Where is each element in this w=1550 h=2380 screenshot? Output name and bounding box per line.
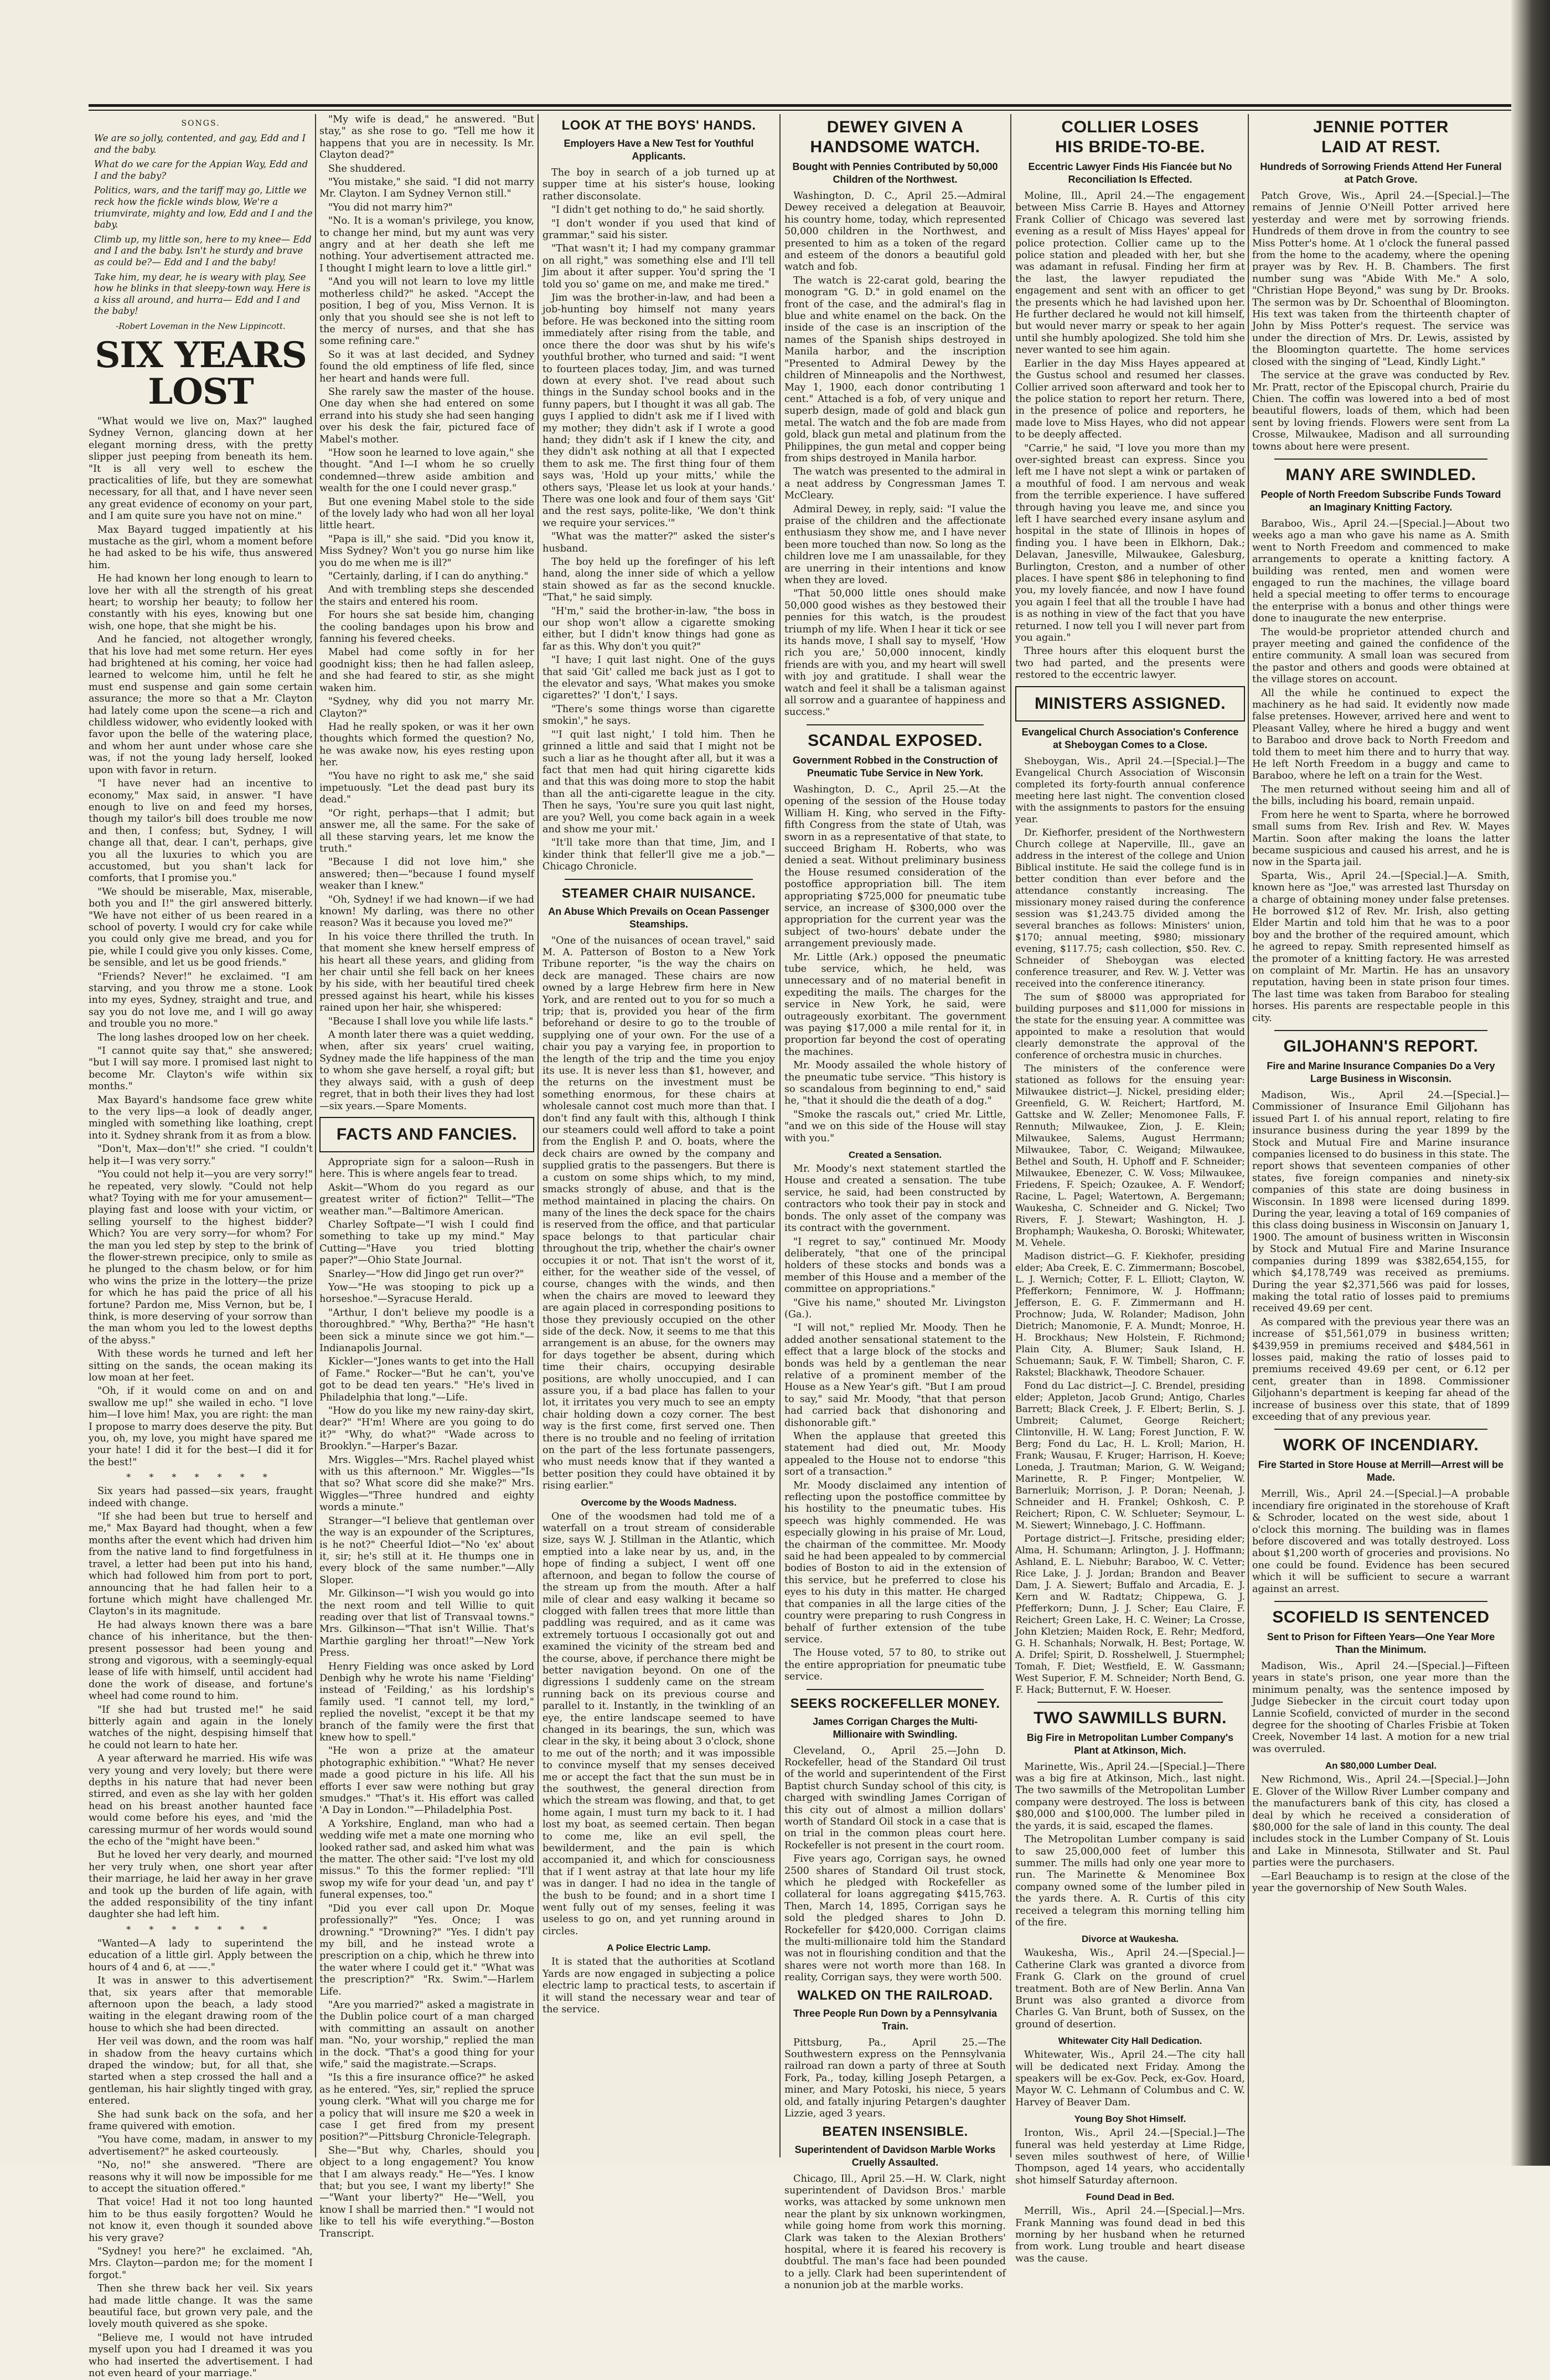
headline-collier-1: COLLIER LOSES — [1061, 118, 1199, 136]
header-rule-thin — [89, 110, 1511, 111]
paragraph: Snarley—"How did Jingo get run over?" — [328, 1268, 524, 1280]
paragraph: Take him, my dear, he is weary with play, See how he blinks in that sleepy-town way. Here is a kiss all around, and hurra— Edd and I and the baby! — [94, 271, 311, 317]
paragraph: "What would we live on, Max?" laughed Sydney Vernon, glancing down at her elegant morning dress, with the pretty slipper just peeping from beneath its hem. "It is all very well to eschew the practicalities of life, but they are somewhat necessary, for all that, and I have never seen any great evidence of economy on your part, and I am quite sure you have not on mine." — [89, 415, 313, 522]
paragraph: Washington, D. C., April 25.—Admiral Dewey received a delegation at Beauvoir, his country home, today, which represented 50,000 children in the Northwest, and presented to him as a token of the regard and esteem of the donors a beautiful gold watch and fob. — [784, 190, 1006, 273]
article-body — [542, 1511, 775, 1938]
paragraph: Baraboo, Wis., April 24.—[Special.]—About two weeks ago a man who gave his name as A. Smith went to North Freedom and commenced to make arrangements to operate a knitting factory. A building was rented, men and women were engaged to run the machines, the village board held a special meeting to offer terms to encourage the enterprise with a bonus and other things were done to inaugurate the new enterprise. — [1252, 518, 1510, 625]
paragraph: "I regret to say," continued Mr. Moody deliberately, "that one of the principal holders of these stocks and bonds was a member of this House and a member of the committee on appropriations." — [784, 1236, 1006, 1295]
paragraph: The long lashes drooped low on her cheek. — [97, 1032, 309, 1043]
paragraph: Then she threw back her veil. Six years had made little change. It was the same beautiful face, but grown very pale, and the lovely mouth quivered as she spoke. — [89, 2283, 313, 2330]
headline-dewey-1: DEWEY GIVEN A — [826, 118, 964, 136]
column-divider — [315, 114, 316, 2157]
story-body — [89, 1486, 313, 1921]
paragraph: "No. It is a woman's privilege, you know, to change her mind, but my aunt was very angry and at her death she left me nothing. Your advertisement attracted me. I thought I might learn to love a little girl." — [319, 215, 534, 274]
article-divider — [1274, 459, 1487, 460]
paragraph: "I didn't get nothing to do," he said shortly. — [551, 204, 765, 216]
column-divider — [538, 114, 539, 2157]
story-continuation — [319, 114, 534, 1112]
headline-rockefeller: SEEKS ROCKEFELLER MONEY. — [790, 1696, 1000, 1711]
paragraph: Appropriate sign for a saloon—Rush in here. This is where angels fear to tread. — [319, 1156, 534, 1180]
paragraph: "We should be miserable, Max, miserable, both you and I!" the girl answered bitterly. "We have not either of us been reared in a school of poverty. I would cry for cake while you could only give me bread, and you for pie, while I could give you only kisses. Come, be sensible, and let us be good friends." — [89, 886, 313, 969]
story-headline-six-years-lost: SIX YEARS LOST — [95, 334, 307, 413]
paragraph: Max Bayard's handsome face grew white to the very lips—a look of deadly anger, mingled with something like loathing, crept into it. Sydney shrank from it as from a blow. — [89, 1094, 313, 1141]
paragraph: Sparta, Wis., April 24.—[Special.]—A. Smith, known here as "Joe," was arrested last Thursday on a charge of obtaining money under false pretenses. He borrowed $12 of Rev. Mr. Irish, also getting Elder Martin and told him that he was to a poor boy and the brother of the required amount, which he agreed to repay. Smith represented himself as the promoter of a knitting factory. He was arrested on complaint of Mr. Martin. He has an unsavory reputation, having been in state prison four times. The last time was taken from Baraboo for stealing horses. His parents are respectable people in this city. — [1252, 870, 1510, 1024]
paragraph: From here he went to Sparta, where he borrowed small sums from Rev. Irish and Rev. W. Mayes Martin. Soon after making the loans the latter became suspicious and caused his arrest, and he is now in the Sparta jail. — [1252, 809, 1510, 868]
paragraph: "Arthur, I don't believe my poodle is a thoroughbred." "Why, Bertha?" "He hasn't been sick a minute since we got him."—Indianapolis Journal. — [319, 1307, 534, 1354]
headline-divorce: Divorce at Waukesha. — [1081, 1934, 1179, 1945]
subhead-dewey: Bought with Pennies Contributed by 50,000 Children of the Northwest. — [792, 161, 998, 185]
paragraph: "I don't wonder if you used that kind of grammar," said his sister. — [542, 218, 775, 241]
paragraph: So it was at last decided, and Sydney found the old emptiness of life fled, since her heart and hands were full. — [319, 349, 534, 384]
paragraph: "I have never had an incentive to economy," Max said, in answer. "I have enough to live on and feed my horses, though my tailor's bill does trouble me now and then, I confess; but, Sydney, I will change all that, dear. I can't, perhaps, give you all the luxuries to which you are accustomed, but you shan't lack for comforts, that I promise you." — [89, 778, 313, 884]
headline-sawmills: TWO SAWMILLS BURN. — [1034, 1708, 1227, 1727]
paragraph: She had sunk back on the sofa, and her frame quivered with emotion. — [89, 2109, 313, 2132]
article-body — [1252, 1090, 1510, 1423]
paragraph: Dr. Kiefhorfer, president of the Northwestern Church college at Naperville, Ill., gave an address in the interest of the college and Union Biblical institute. He said the college fund is in better condition than ever before and the attendance constantly increasing. The missionary money raised during the conference session was $1,243.75 divided among the several branches as follows: Ministers' union, $170; annual meeting, $980; missionary evening, $117.75; cash collection, $50. Rev. C. Schneider of Sheboygan was elected conference treasurer, and Rev. W. J. Vetter was received into the conference itinerancy. — [1015, 827, 1245, 990]
article-body — [1015, 756, 1245, 1696]
paragraph: Kickler—"Jones wants to get into the Hall of Fame." Rocker—"But he can't, you've got to be dead ten years." "He's lived in Philadelphia that long."—Life. — [319, 1356, 534, 1403]
paragraph: "Give his name," shouted Mr. Livingston (Ga.). — [784, 1297, 1006, 1320]
paragraph: "He won a prize at the amateur photographic exhibition." "What? He never made a good picture in his life. All his efforts I ever saw were nothing but gray smudges." "That's it. His effort was called 'A Day in London.'"—Philadelphia Post. — [319, 1745, 534, 1816]
paragraph: Washington, D. C., April 25.—At the opening of the session of the House today William H. King, who served in the Fifty-fifth Congress from the state of Utah, was sworn in as a representative of that state, to succeed Brigham H. Roberts, who was denied a seat. Without preliminary business the House resumed consideration of the postoffice appropriation bill. The item appropriating $725,000 for pneumatic tube service, an increase of $300,000 over the appropriation for the current year was the subject of two-hours' debate under the arrangement previously made. — [784, 784, 1006, 950]
paragraph: "Is this a fire insurance office?" he asked as he entered. "Yes, sir," replied the spruce young clerk. "What will you charge me for a policy that will insure me $20 a week in case I get fired from my present position?"—Pittsburg Chronicle-Telegraph. — [319, 2072, 534, 2143]
paragraph: Portage district—J. Fritsche, presiding elder; Alma, H. Schumann; Arlington, J. J. Hoffmann; Ashland, E. L. Niebuhr; Baraboo, W. C. Vetter; Rice Lake, J. J. Jordan; Brandon and Beaver Dam, J. A. Siewert; Buffalo and Arcadia, E. J. Kern and W. Radtatz; Chippewa, G. J. Pfefferkorn; Dunn, J. J. Scher; Eau Claire, F. Reichert; Green Lake, H. C. Weiner; La Crosse, John Kletzien; Maiden Rock, E. Rehr; Medford, G. H. Schanhals; Norwalk, H. Best; Portage, W. A. Drifel; Spirit, D. Rosshelwell, J. Stuermphel; Tomah, F. Diet; Westfield, E. W. Gassmann; West Superior, F. M. Schneider; North Bend, G. F. Hack; Butternut, F. W. Hoeser. — [1015, 1533, 1245, 1696]
paragraph: We are so jolly, contented, and gay, Edd and I and the baby. — [94, 133, 306, 155]
paragraph: Moline, Ill., April 24.—The engagement between Miss Carrie B. Hayes and Attorney Frank Collier of Chicago was severed last evening as a result of Miss Hayes' appeal for police protection. Collier came up to the police station and pleaded with her, but she was adamant in refusal. Finding her firm at the last, the lawyer repudiated the engagement and sent with an officer to get the presents which he had lavished upon her. He further declared he would not kill himself, but would never marry or speak to her again until she humbly apologized. She told him she never wanted to see him again. — [1015, 190, 1245, 356]
story-body — [89, 1938, 313, 2380]
paragraph: Mr. Gilkinson—"I wish you would go into the next room and tell Willie to quit reading over that list of Transvaal towns." Mrs. Gilkinson—"That isn't Willie. That's Marthie gargling her throat!"—New York Press. — [319, 1588, 534, 1659]
article-divider — [1037, 1702, 1223, 1703]
paragraph: Five years ago, Corrigan says, he owned 2500 shares of Standard Oil trust stock, which he pledged with Rockefeller as collateral for loans aggregating $415,763. Then, March 14, 1895, Corrigan says he sold the pledged shares to John D. Rockefeller for $420,000. Corrigan claims the multi-millionaire told him the Standard was not in flourishing condition and that the shares were not worth more than 168. In reality, Corrigan says, they were worth 500. — [784, 1853, 1006, 1984]
facts-and-fancies-box — [319, 1117, 534, 1152]
headline-boy-shot: Young Boy Shot Himself. — [1074, 2114, 1186, 2125]
paragraph: New Richmond, Wis., April 24.—[Special.]—John E. Glover of the Willow River Lumber company and the manufacturers bank of this city, has closed a deal by which he received a consideration of $80,000 for the sale of land in this county. The deal includes stock in the Lumber Company of St. Louis and Lake in Minnesota, Stillwater and St. Paul parties were the purchasers. — [1252, 1774, 1510, 1869]
subhead-scofield: Sent to Prison for Fifteen Years—One Year More Than the Minimum. — [1267, 1631, 1495, 1656]
column-5 — [1015, 114, 1245, 2264]
paragraph: "There's some things worse than cigarette smokin'," he says. — [542, 703, 775, 727]
headline-scandal: SCANDAL EXPOSED. — [808, 731, 983, 750]
paragraph: Admiral Dewey, in reply, said: "I value the praise of the children and the affectionate enthusiasm they show me, and I have never been more touched than now. So long as the children love me I am unassailable, for they are unerring in their intentions and know when they are loved. — [784, 503, 1006, 586]
article-divider — [1274, 1429, 1487, 1430]
paragraph: Whitewater, Wis., April 24.—The city hall will be dedicated next Friday. Among the speakers will be ex-Gov. Peck, ex-Gov. Hoard, Mayor W. C. Lehmann of Columbus and C. W. Harvey of Beaver Dam. — [1015, 2049, 1245, 2108]
paragraph: She shuddered. — [328, 163, 406, 174]
article-divider — [807, 1689, 984, 1690]
paragraph: Mr. Moody assailed the whole history of the pneumatic tube service. "This history is so scandalous from beginning to end," said he, "that it should die the death of a dog." — [784, 1060, 1006, 1107]
headline-incendiary: WORK OF INCENDIARY. — [1283, 1436, 1479, 1455]
headline-boys-hands: LOOK AT THE BOYS' HANDS. — [561, 118, 756, 133]
paragraph: But he loved her very dearly, and mourned her very truly when, one short year after their marriage, he laid her away in her grave and took up the burden of life again, with the added responsibility of the tiny infant daughter she had left him. — [89, 1850, 313, 1920]
article-body — [542, 935, 775, 1492]
headline-woods-madness: Overcome by the Woods Madness. — [581, 1497, 737, 1508]
paragraph: And he fancied, not altogether wrongly, that his love had met some return. Her eyes had brightened at his coming, her voice had learned to welcome him, until he felt he must end suspense and gain some certain assurance; the more so that a Mr. Clayton had lately come upon the scene—a rich and childless widower, who evidently looked with favor upon the belle of the watering place, and whom her aunt under whose care she was, if not the young lady herself, looked upon with favor in return. — [89, 634, 313, 776]
poem-credit: -Robert Loveman in the New Lippincott. — [116, 321, 286, 331]
column-6 — [1252, 114, 1510, 2157]
paragraph: The service at the grave was conducted by Rev. Mr. Pratt, rector of the Episcopal church, Prairie du Chien. The coffin was lowered into a bed of most beautiful flowers, loads of them, which had been sent by loving friends. Flowers were sent from La Crosse, Milwaukee, Madison and all surrounding towns about here were present. — [1252, 370, 1510, 452]
paragraph: The House voted, 57 to 80, to strike out the entire appropriation for pneumatic tube service. — [784, 1647, 1006, 1683]
article-divider — [807, 724, 984, 725]
headline-railroad: WALKED ON THE RAILROAD. — [797, 1987, 993, 2003]
article-body — [1252, 1661, 1510, 1755]
column-4 — [784, 114, 1006, 2291]
paragraph: "Did you ever call upon Dr. Moque professionally?" "Yes. Once; I was drowning." "Drowning?" "Yes. I didn't pay my bill, and he instead wrote a prescription on a chip, which he threw into the water where I could get it." "What was the prescription?" "Rx. Swim."—Harlem Life. — [319, 1903, 534, 1997]
article-body — [1015, 1761, 1245, 1929]
paragraph: "You have no right to ask me," she said impetuously. "Let the dead past bury its dead." — [319, 770, 534, 806]
paragraph: All the while he continued to expect the machinery as he had said. It evidently now made false pretenses. However, arrived here and went to Pleasant Valley, where he hired a buggy and went to Baraboo and drove back to North Freedom and told them to meet him there and to hurry that way. He left North Freedom in a buggy and came to Baraboo, where he left on a train for the West. — [1252, 687, 1510, 782]
paragraph: A Yorkshire, England, man who had a wedding wife met a mate one morning who looked rather sad, and asked him what was the matter. The other said: "I've lost my old missus." To this the former replied: "I'll swop my wife for your dead 'un, and pay t' funeral expenses, too." — [319, 1818, 534, 1901]
paragraph: Politics, wars, and the tariff may go, Little we reck how the fickle winds blow, We're a triumvirate, mighty and low, Edd and I and the baby. — [94, 185, 313, 230]
headline-collier-2: HIS BRIDE-TO-BE. — [1055, 138, 1205, 156]
headline-potter-2: LAID AT REST. — [1321, 138, 1440, 156]
column-divider — [1010, 114, 1011, 2157]
paragraph: That voice! Had it not too long haunted him to be thus easily forgotten? Would he not know it, even though it sounded above his very grave? — [89, 2197, 313, 2244]
paragraph: The boy held up the forefinger of his left hand, along the inner side of which a yellow stain showed as far as the second knuckle. "That," he said simply. — [542, 557, 775, 604]
paragraph: What do we care for the Appian Way, Edd and I and the baby? — [94, 159, 308, 181]
paragraph: Mabel had come softly in for her goodnight kiss; then he had fallen asleep, and she had feared to stir, as she might waken him. — [319, 647, 534, 694]
paragraph: The boy in search of a job turned up at supper time at his sister's house, looking rather disconsolate. — [542, 167, 775, 202]
article-body — [1015, 2206, 1245, 2265]
paragraph: It is stated that the authorities at Scotland Yards are now engaged in subjecting a police electric lamp to practical tests, to ascertain if it will stand the necessary wear and tear of the service. — [542, 1956, 775, 2015]
paragraph: "Wanted—A lady to superintend the education of a little girl. Apply between the hours of 4 and 6, at ——." — [89, 1938, 313, 1973]
paragraph: Madison, Wis., April 24.—[Special.]—Fifteen years in state's prison, one year more than the minimum penalty, was the sentence imposed by Judge Siebecker in the circuit court today upon Lannie Scofield, convicted of murder in the second degree for the shooting of Charles Frisbie at Token Creek, November 14 last. A motion for a new trial was overruled. — [1252, 1661, 1510, 1755]
headline-giljohann: GILJOHANN'S REPORT. — [1283, 1037, 1479, 1055]
paragraph: Madison, Wis., April 24.—[Special.]—Commissioner of Insurance Emil Giljohann has issued Part I. of his annual report, relating to fire insurance business during the year 1899 by the Stock and Mutual Fire and Marine insurance companies licensed to do business in this state. The report shows that seventeen companies of other states, five foreign companies and ninety-six companies of this state are doing business in Wisconsin. In 1898 were licensed during 1899. During the year, leaving a total of 169 companies of this class doing business in Wisconsin on January 1, 1900. The amount of business written in Wisconsin by Stock and Mutual Fire and Marine Insurance companies during 1899 was $382,654,155, for which $4,178,749 was received as premiums. During the year $2,371,566 was paid for losses, making the total ratio of losses paid to premiums received 49.69 per cent. — [1252, 1090, 1510, 1315]
ministers-box — [1015, 686, 1245, 722]
paragraph: The ministers of the conference were stationed as follows for the ensuing year: Milwaukee district—J. Nickel, presiding elder; Greenfield, G. W. Reichert; Hartford, M. Gattske and W. Zeller; Menomonee Falls, F. Rennuth; Milwaukee, Zion, J. E. Klein; Milwaukee, Salems, August Herrmann; Milwaukee, Tabor, C. Weigand; Milwaukee, Bethel and South, H. Uphoff and F. Schneider; Milwaukee, Ebenezer, C. W. Voss; Milwaukee, Friedens, F. Speich; Ozaukee, A. F. Wendorf; Racine, L. Pagel; Watertown, A. Bergemann; Waukesha, C. Schneider and G. Nickel; Two Rivers, F. J. Stewart; Washington, H. J. Brophamph; Waukesha, O. Boroski; Whitewater, M. Vehele. — [1015, 1063, 1245, 1249]
article-body — [784, 2173, 1006, 2292]
songs-heading: SONGS. — [181, 119, 220, 128]
paragraph: "I will not," replied Mr. Moody. Then he added another sensational statement to the effect that a large block of the stocks and bonds was held by a gentleman the near relative of a prominent member of the House as a New Year's gift. "But I am proud to say," said Mr. Moody, "that that person had carried back that dishonoring and dishonorable gift." — [784, 1322, 1006, 1429]
paragraph: —Earl Beauchamp is to resign at the close of the year the governorship of New South Wales. — [1252, 1871, 1510, 1894]
headline-found-dead: Found Dead in Bed. — [1086, 2192, 1175, 2203]
paragraph: "Because I did not love him," she answered; then—"because I found myself weaker than I knew." — [319, 857, 534, 892]
subhead-boys-hands: Employers Have a New Test for Youthful Applicants. — [564, 138, 754, 162]
article-body — [1015, 2049, 1245, 2109]
paragraph: "My wife is dead," he answered. "But stay," as she rose to go. "Tell me how it happens that you are in necessity. Is Mr. Clayton dead?" — [319, 114, 534, 161]
paragraph: A month later there was a quiet wedding, when, after six years' cruel waiting, Sydney made the life happiness of the man to whom she gave herself, a royal gift; but they always said, with a gush of deep regret, that in both their lives they had lost—six years.—Spare Moments. — [319, 1029, 534, 1112]
paragraph: Stranger—"I believe that gentleman over the way is an expounder of the Scriptures, is he not?" Cheerful Idiot—"No 'ex' about it, sir; he's still at it. He thumps one in every block of the same number."—Ally Sloper. — [319, 1515, 534, 1586]
paragraph: "I cannot quite say that," she answered; "but I will say more. I promised last night to become Mr. Clayton's wife within six months." — [89, 1045, 313, 1093]
subhead-beaten: Superintendent of Davidson Marble Works Cruelly Assaulted. — [794, 2144, 996, 2168]
paragraph: "How do you like my new rainy-day skirt, dear?" "H'm! Where are you going to do it?" "Why, do what?" "Wade across to Brooklyn."—Harper's Bazar. — [319, 1405, 534, 1452]
article-body — [784, 2037, 1006, 2120]
paragraph: She rarely saw the master of the house. One day when she had entered on some errand into his study she had seen hanging over his desk the fair, pictured face of Mabel's mother. — [319, 386, 534, 445]
article-body — [784, 1163, 1006, 1683]
paragraph: Mr. Little (Ark.) opposed the pneumatic tube service, which, he held, was unnecessary and of no material benefit in expediting the mails. The charges for the service in New York, he said, were outrageously exorbitant. The government was paying $17,000 a mile rental for it, in proportion far beyond the cost of operating the machines. — [784, 951, 1006, 1058]
column-2 — [319, 114, 534, 2239]
paragraph: "Sydney, why did you not marry Mr. Clayton?" — [319, 696, 534, 719]
paragraph: "That 50,000 little ones should make 50,000 good wishes as they bestowed their pennies for this watch, is the proudest triumph of my life. When I hear it tick or see its hands move, I shall say to myself, 'How rich you are,' 50,000 innocent, kindly friends are with you, and my heart will swell with joy and gratitude. I shall wear the watch and feel it shall be a talisman against all sorrow and a guarantee of happiness and success." — [784, 588, 1006, 718]
paragraph: Cleveland, O., April 25.—John D. Rockefeller, head of the Standard Oil trust of the world and superintendent of the First Baptist church Sunday school of this city, is charged with swindling James Corrigan of this city out of almost a million dollars' worth of Standard Oil stock in a case that is on trial in the common pleas court here. Rockefeller is not present in the court room. — [784, 1745, 1006, 1851]
paragraph: Merrill, Wis., April 24.—[Special.]—Mrs. Frank Manning was found dead in bed this morning by her husband when he returned from work. Lung trouble and heart disease was the cause. — [1015, 2206, 1245, 2264]
article-body — [1015, 2127, 1245, 2187]
paragraph: "You could not help it—you are very sorry!" he repeated, very slowly. "Could not help what? Toying with me for your amusement—playing fast and loose with your victim, or selling yourself to the highest bidder? Which? You are very sorry—for whom? For the man you led step by step to the brink of the flower-strewn precipice, only to smile as he plunged to the chasm below, or for him who wins the prize in the lottery—the prize for which he has paid the price of all his fortune? Pardon me, Miss Vernon, but be, I think, is more deserving of your sorrow than the man whom you led to the lowest depths of the abyss." — [89, 1169, 313, 1346]
facts-and-fancies-heading: FACTS AND FANCIES. — [336, 1125, 518, 1143]
article-body — [784, 1745, 1006, 1984]
paragraph: It was in answer to this advertisement that, six years after that memorable afternoon upon the beach, a lady stood waiting in the elegant drawing room of the house to which she had been directed. — [89, 1975, 313, 2034]
paragraph: "Or right, perhaps—that I admit; but answer me, all the same. For the sake of all these starving years, let me know the truth." — [319, 807, 534, 854]
headline-lumber-deal: An $80,000 Lumber Deal. — [1325, 1760, 1437, 1771]
section-stars: * * * * * * * — [126, 1472, 275, 1483]
subhead-giljohann: Fire and Marine Insurance Companies Do a Very Large Business in Wisconsin. — [1267, 1060, 1495, 1084]
paragraph: "Carrie," he said, "I love you more than my over-sighted breast can express. Since you left me I have not slept a wink or partaken of a mouthful of food. I am nervous and weak from the terrible experience. I have suffered through having you leave me, and since you left I have searched every insane asylum and hospital in the state of Illinois in hopes of finding you. I have been in Elkhorn, Dak.; Delavan, Janesville, Milwaukee, Galesburg, Burlington, Creston, and a number of other places. I have spent $86 in telephoning to find you, my lovely fiancée, and now I have found you again I feel that all the trouble I have had is as nothing in view of the fact that you have returned. I now tell you I will never part from you again." — [1015, 442, 1245, 644]
headline-dewey-2: HANDSOME WATCH. — [810, 138, 980, 156]
headline-swindled: MANY ARE SWINDLED. — [1285, 465, 1476, 484]
subhead-collier: Eccentric Lawyer Finds His Fiancée but No Reconciliation Is Effected. — [1028, 161, 1232, 185]
article-body — [1252, 190, 1510, 453]
article-body — [784, 784, 1006, 1145]
paragraph: Mr. Moody disclaimed any intention of reflecting upon the postoffice committee by his hostility to the pneumatic tubes. His speech was highly commended. He was especially glowing in his praise of Mr. Loud, the chairman of the committee. Mr. Moody said he had been appealed to by commercial bodies of Boston to aid in the extension of this service, but he preferred to close his eyes to his duty in this matter. He charged that companies in all the large cities of the country were preparing to rush Congress in behalf of further extension of the tube service. — [784, 1480, 1006, 1645]
column-3 — [542, 114, 775, 2157]
paragraph: A year afterward he married. His wife was very young and very lovely; but there were depths in his nature that had never been stirred, and even as she lay with her golden head on his breast another haunted face would come before his eyes, and 'mid the caressing murmur of her words would sound the echo of the "might have been." — [89, 1753, 313, 1848]
page-binding-edge — [1511, 0, 1550, 2166]
subhead-railroad: Three People Run Down by a Pennsylvania Train. — [793, 2007, 998, 2032]
paragraph: She—"But why, Charles, should you object to a long engagement? You know that I am always ready." He—"Yes. I know that; but you see, I want my liberty!" She—"Want your liberty?" He—"Well, you know I shall be married then." "I would not like to tell his wife everything."—Boston Transcript. — [319, 2145, 534, 2239]
paragraph: "You have come, madam, in answer to my advertisement?" he asked courteously. — [89, 2134, 313, 2157]
column-divider — [779, 114, 781, 2157]
paragraph: "Papa is ill," she said. "Did you know it, Miss Sydney? Won't you go nurse him like you do me when me is ill?" — [319, 533, 534, 569]
subhead-ministers: Evangelical Church Association's Conference at Sheboygan Comes to a Close. — [1021, 726, 1239, 750]
subhead-scandal: Government Robbed in the Construction of Pneumatic Tube Service in New York. — [793, 754, 998, 779]
paragraph: "Friends? Never!" he exclaimed. "I am starving, and you throw me a stone. Look into my eyes, Sydney, straight and true, and say you do not love me, and I will go away and trouble you no more." — [89, 971, 313, 1030]
paragraph: Climb up, my little son, here to my knee— Edd and I and the baby. Isn't he sturdy and brave as could be?— Edd and I and the baby! — [94, 234, 312, 267]
article-body — [784, 190, 1006, 719]
article-body — [542, 1956, 775, 2016]
subhead-incendiary: Fire Started in Store House at Merrill—Arrest will be Made. — [1258, 1459, 1504, 1483]
paragraph: "Are you married?" asked a magistrate in the Dublin police court of a man charged with committing an assault on another man. "No, your worship," replied the man in the dock. "That's a good thing for your wife," said the magistrate.—Scraps. — [319, 1999, 534, 2070]
paragraph: "No, no!" she answered. "There are reasons why it will now be impossible for me to accept the situation offered." — [89, 2160, 313, 2194]
headline-beaten: BEATEN INSENSIBLE. — [822, 2124, 968, 2139]
paragraph: When the applause that greeted this statement had died out, Mr. Moody appealed to the House not to endorse "this sort of a transaction." — [784, 1431, 1006, 1478]
subhead-rockefeller: James Corrigan Charges the Multi-Millionaire with Swindling. — [812, 1716, 978, 1740]
paragraph: In his voice there thrilled the truth. In that moment she knew herself empress of his heart all these years, and gliding from her chair until she fell back on her knees by his side, with her beautiful tired cheek pressed against his heart, while his kisses rained upon her hair, she whispered: — [319, 931, 534, 1014]
paragraph: The men returned without seeing him and all of the bills, including his board, remain unpaid. — [1252, 784, 1510, 807]
paragraph: Patch Grove, Wis., April 24.—[Special.]—The remains of Jennie O'Neill Potter arrived here yesterday and were met by sorrowing friends. Hundreds of them drove in from the country to see Miss Potter's home. At 1 o'clock the funeral passed from the home to the academy, where the opening prayer was by Rev. H. B. Chambers. The first number sung was "Abide With Me." A solo, "Christian Hope Beyond," was sung by Dr. Brooks. The sermon was by Dr. Schoenthal of Bloomington. His text was taken from the thirteenth chapter of John by Miss Potter's request. The service was under the direction of Mrs. Dr. Lewis, assisted by the Bloomington quartette. The home services closed with the singing of "Lead, Kindly Light." — [1252, 190, 1510, 368]
article-body — [1252, 1488, 1510, 1595]
paragraph: Pittsburg, Pa., April 25.—The Southwestern express on the Pennsylvania railroad ran down a party of three at South Fork, Pa., today, killing Joseph Petargen, a miner, and Mary Potoski, his niece, 5 years old, and fatally injuring Petargen's daughter Lizzie, aged 3 years. — [784, 2037, 1006, 2120]
paragraph: With these words he turned and left her sitting on the sands, the ocean making its low moan at her feet. — [89, 1348, 313, 1383]
paragraph: Sheboygan, Wis., April 24.—[Special.]—The Evangelical Church Association of Wisconsin completed its forty-fourth annual conference meeting here last night. The convention closed with the assignments to pastors for the ensuing year. — [1015, 755, 1245, 825]
paragraph: "I have; I quit last night. One of the guys that said 'Git' called me back just as I got to the elevator and says, 'What makes you smoke cigarettes?' 'I don't,' I says. — [542, 655, 775, 702]
paragraph: Mr. Moody's next statement startled the House and created a sensation. The tube service, he said, had been constructed by contractors who took their pay in stock and bonds. The only asset of the company was its contract with the government. — [784, 1163, 1006, 1234]
paragraph: The watch is 22-carat gold, bearing the monogram "G. D." in gold enamel on the front of the case, and the admiral's flag in blue and white enamel on the back. On the inside of the case is an inscription of the names of the Spanish ships destroyed in Manila harbor, and the inscription "Presented to Admiral Dewey by the children of Minneapolis and the Northwest, May 1, 1900, each donor contributing 1 cent." Attached is a fob, of very unique and superb design, made of gold and black gun metal. The watch and the fob are made from gold, black gun metal and platinum from the Philippines, the gun metal and copper being from ships destroyed in Manila harbor. — [784, 275, 1006, 464]
headline-city-hall: Whitewater City Hall Dedication. — [1058, 2036, 1202, 2047]
article-divider — [1274, 1030, 1487, 1031]
section-stars: * * * * * * * — [126, 1924, 275, 1935]
paragraph: "One of the nuisances of ocean travel," said M. A. Patterson of Boston to a New York Tribune reporter, "is the way the chairs on deck are managed. These chairs are now owned by a large Hebrew firm here in New York, and are rented out to you for so much a trip; that is, provided you hear of the firm beforehand or desire to go to the trouble of supplying one of your own. For the use of a chair you pay a varying fee, in proportion to the length of the trip and the time you enjoy its use. It is never less than $1, however, and the returns on the investment must be something enormous, for these chairs at wholesale cannot cost much more than that. I don't find any fault with this, although I think our steamers could well afford to take a point from the English P. and O. boats, where the deck chairs are owned by the company and supplied gratis to the passengers. But there is a custom on some ships which, to my mind, smacks strongly of abuse, and that is the method maintained in placing the chairs. On many of the lines the deck space for the chairs is reserved from the office, and that particular space belongs to that particular chair throughout the trip, whether the chair's owner occupies it or not. That isn't the worst of it, either, for the weather side of the vessel, of course, changes with the winds, and then when the chairs are moved to leeward they are again placed in corresponding positions to those they previously occupied on the other side of the deck. Now, it seems to me that this arrangement is an abuse, for the owners may for days together be absent, during which time their chairs, occupying desirable positions, are wholly unoccupied, and I can assure you, if a bad place has fallen to your lot, it irritates you very much to see an empty chair holding down a cozy corner. The best way is the first come, first served one. Then there is no trouble and no feeling of irritation on the part of the less fortunate passengers, who must needs know that if they wanted a better position they could have obtained it by rising earlier." — [542, 935, 775, 1492]
headline-sensation: Created a Sensation. — [848, 1150, 942, 1161]
paragraph: Fond du Lac district—J. C. Brendel, presiding elder; Appleton, Jacob Grund; Antigo, Charles Barrett; Black Creek, J. F. Elbert; Berlin, S. J. Umbreit; Calumet, George Reichert; Clintonville, H. W. Lang; Forest Junction, F. W. Berg; Fond du Lac, H. L. Kroll; Marion, H. Frank; Wausau, F. Kruger; Harrison, H. Koeve; Loneda, J. Trautman; Marion, G. W. Weigand; Marinette, R. P. Finger; Montpelier, W. Barnerluik; Morrison, J. P. Doran; Neenah, J. Schneider and H. Frankel; Oshkosh, C. P. Reichert; Ripon, C. W. Schlueter; Seymour, L. M. Siewert; Winnebago, J. C. Hoffmann. — [1015, 1380, 1245, 1531]
paragraph: "If she had been but true to herself and me," Max Bayard had thought, when a few months after the event which had driven him from the native land to find forgetfulness in travel, a letter had been put into his hand, which had followed him from port to port, announcing that he had fallen heir to a fortune which might have challenged Mr. Clayton's in its magnitude. — [89, 1511, 313, 1617]
paragraph: Merrill, Wis., April 24.—[Special.]—A probable incendiary fire originated in the storehouse of Kraft & Schroder, located on the west side, about 1 o'clock this morning. The building was in flames before discovered and was totally destroyed. Loss about $1,200 worth of groceries and provisions. No one could be found. Evidence has been secured which it will be sufficient to secure a warrant against an arrest. — [1252, 1488, 1510, 1595]
paragraph: The watch was presented to the admiral in a neat address by Congressman James T. McCleary. — [784, 466, 1006, 502]
story-body — [89, 416, 313, 1469]
paragraph: "It'll take more than that time, Jim, and I kinder think that feller'll give me a job."—Chicago Chronicle. — [542, 837, 775, 873]
article-body — [1252, 1774, 1510, 1894]
poem — [89, 133, 313, 317]
article-body — [1015, 1948, 1245, 2031]
headline-ministers: MINISTERS ASSIGNED. — [1034, 694, 1226, 713]
paragraph: "That wasn't it; I had my company grammar on all right," was something else and I'll tell Jim about it after supper. You'd spring the 'I told you so' game on me, and make me tired." — [542, 243, 775, 290]
paragraph: The Metropolitan Lumber company is said to saw 25,000,000 feet of lumber this summer. The mills had only one year more to run. The Marinette & Menominee Box company owned some of the lumber piled in the yards there. A. R. Curtis of this city received a telegram this morning telling him of the fire. — [1015, 1834, 1245, 1928]
paragraph: Henry Fielding was once asked by Lord Denbigh why he wrote his name 'Fielding' instead of 'Feilding,' as his lordship's family used. "I cannot tell, my lord," replied the novelist, "except it be that my branch of the family were the first that knew how to spell." — [319, 1661, 534, 1743]
paragraph: Waukesha, Wis., April 24.—[Special.]—Catherine Clark was granted a divorce from Frank G. Clark on the ground of cruel treatment. Both are of New Berlin. Anna Van Brunt was also granted a divorce from Charles G. Van Brunt, both of Sussex, on the ground of desertion. — [1015, 1948, 1245, 2030]
paragraph: Marinette, Wis., April 24.—[Special.]—There was a big fire at Atkinson, Mich., last night. The two sawmills of the Metropolitan Lumber company were destroyed. The loss is between $80,000 and $100,000. The lumber piled in the yards, it is said, escaped the flames. — [1015, 1761, 1245, 1832]
headline-potter-1: JENNIE POTTER — [1313, 118, 1449, 136]
headline-scofield: SCOFIELD IS SENTENCED — [1272, 1608, 1490, 1627]
column-1 — [89, 114, 313, 2379]
paragraph: "You mistake," she said. "I did not marry Mr. Clayton. I am Sydney Vernon still." — [319, 177, 534, 200]
paragraph: "Because I shall love you while life lasts." — [328, 1016, 534, 1027]
paragraph: And with trembling steps she descended the stairs and entered his room. — [319, 584, 534, 607]
column-divider — [1248, 114, 1249, 2157]
paragraph: Askit—"Whom do you regard as our greatest writer of fiction?" Tellit—"The weather man."—Baltimore American. — [319, 1182, 534, 1217]
paragraph: "Oh, Sydney! if we had known—if we had known! My darling, was there no other reason? Was it because you loved me?" — [319, 894, 534, 929]
paragraph: He had known her long enough to learn to love her with all the strength of his great heart; to worship her beauty; to follow her constantly with his eyes, knowing but one wish, one hope, that she might be his. — [89, 573, 313, 632]
headline-steamer-chair: STEAMER CHAIR NUISANCE. — [561, 885, 756, 901]
paragraph: "You did not marry him?" — [328, 202, 453, 213]
headline-police-lamp: A Police Electric Lamp. — [607, 1943, 711, 1954]
subhead-sawmills: Big Fire in Metropolitan Lumber Company's Plant at Atkinson, Mich. — [1026, 1732, 1234, 1756]
article-divider — [565, 879, 753, 880]
article-body — [1015, 190, 1245, 682]
paragraph: The sum of $8000 was appropriated for building purposes and $11,000 for missions in the state for the ensuing year. A committee was appointed to make a resolution that would clearly demonstrate the approval of the conference of orchestra music in churches. — [1015, 991, 1245, 1061]
subhead-potter: Hundreds of Sorrowing Friends Attend Her Funeral at Patch Grove. — [1260, 161, 1502, 185]
paragraph: Three hours after this eloquent burst the two had parted, and the presents were restored to the eccentric lawyer. — [1015, 646, 1245, 681]
paragraph: Yow—"He was stooping to pick up a horseshoe."—Syracuse Herald. — [319, 1281, 534, 1305]
paragraph: "What was the matter?" asked the sister's husband. — [542, 531, 775, 554]
paragraph: "Smoke the rascals out," cried Mr. Little, "and we on this side of the House will stay with you." — [784, 1109, 1006, 1144]
paragraph: Ironton, Wis., April 24.—[Special.]—The funeral was held yesterday at Lime Ridge, seven miles southwest of here, of Willie Thompson, aged 14 years, who accidentally shot himself Saturday afternoon. — [1015, 2127, 1245, 2186]
paragraph: Earlier in the day Miss Hayes appeared at the Gustus school and resumed her classes. Collier arrived soon afterward and took her to the police station to report her return. There, in the presence of police and reporters, he made love to Miss Hayes, who did not appear to be deeply affected. — [1015, 358, 1245, 441]
paragraph: Jim was the brother-in-law, and had been a job-hunting boy himself not many years before. He was beckoned into the sitting room immediately after rising from the table, and once there the door was shut by his wife's youthful brother, who turned and said: "I went to fourteen places today, Jim, and was turned down at every shot. I've read about such things in the Sunday school books and in the funny papers, but I thought it was all gab. The guys I applied to didn't ask me if I lived with my mother; they didn't ask if I wrote a good hand; they didn't ask if I knew the city, and they didn't ask nothing at all that I expected them to ask me. The first thing four of them says was, 'Hold up your mitts,' while the others says, 'Please let us look at your hands.' There was one look and four of them says 'Git' and the rest says, polite-like, 'We don't think we require your services.'" — [542, 292, 775, 529]
paragraph: For hours she sat beside him, changing the cooling bandages upon his brow and fanning his fevered cheeks. — [319, 610, 534, 645]
paragraph: "And you will not learn to love my little motherless child?" he asked. "Accept the position, I beg of you, Miss Vernon. It is only that you should see she is not left to the mercy of nurses, and that she has some refining care." — [319, 276, 534, 347]
paragraph: Mrs. Wiggles—"Mrs. Rachel played whist with us this afternoon." Mr. Wiggles—"Is that so? What score did she make?" Mrs. Wiggles—"Three hundred and eighty words a minute." — [319, 1454, 534, 1513]
header-rule — [89, 104, 1511, 107]
paragraph: "Certainly, darling, if I can do anything." — [328, 571, 529, 583]
article-body — [542, 167, 775, 873]
paragraph: One of the woodsmen had told me of a waterfall on a trout stream of considerable size, says W. J. Stillman in the Atlantic, which emptied into a lake near by us, and, in the hope of finding a subject, I went off one afternoon, and began to follow the course of the stream up from the mouth. After a half mile of clear and easy walking it became so clogged with fallen trees that more little than paddling was required, and as it came was extremely tortuous I occasionally got out and examined the vicinity of the stream bed and the course, above, if perchance there might be better navigation beyond. On one of the digressions I suddenly came on the stream running back on its previous course and parallel to it. Instantly, in the twinkling of an eye, the entire landscape seemed to have changed in its bearings, the sun, which was clear in the sky, it being about 3 o'clock, shone to me out of the north; and it was impossible to convince myself that my senses deceived me or accept the fact that the sun must be in the southwest, the general direction from which the stream was flowing, and that, to get home again, I must turn my back to it. I had lost my boat, as seemed certain. Then began to come me, like an evil spell, the bewilderment, and the pain is which accompanied it, and which for consciousness that if I went astray at that late hour my life was in danger. I had no idea in the tangle of the bush to be found; and in a short time I went fully out of my senses, feeling it was useless to go on, and yet running around in circles. — [542, 1511, 775, 1937]
paragraph: As compared with the previous year there was an increase of $51,561,079 in business written; $439,959 in premiums received and $484,561 in losses paid, making the ratio of losses paid to premiums received 49.69 per cent, or 6.12 per cent, greater than in 1898. Commissioner Giljohann's department is keeping far ahead of the increase of business over this state, that of 1899 exceeding that of any previous year. — [1252, 1316, 1510, 1423]
paragraph: "If she had but trusted me!" he said bitterly again and again in the lonely watches of the night, despising himself that he could not learn to hate her. — [89, 1704, 313, 1751]
paragraph: Had he really spoken, or was it her own thoughts which formed the question? No, he was awake now, his eyes resting upon her. — [319, 721, 534, 769]
paragraph: The would-be proprietor attended church and prayer meeting and gained the confidence of the entire community. A small loan was secured from the pastor and others and goods were obtained at the village stores on account. — [1252, 626, 1510, 686]
paragraph: "Don't, Max—don't!" she cried. "I couldn't help it—I was very sorry." — [89, 1143, 313, 1167]
subhead-swindled: People of North Freedom Subscribe Funds Toward an Imaginary Knitting Factory. — [1260, 488, 1501, 513]
paragraph: "How soon he learned to love again," she thought. "And I—I whom he so cruelly condemned—threw aside ambition and wealth for the one I could never grasp." — [319, 447, 534, 494]
article-body — [1252, 518, 1510, 1024]
paragraph: Chicago, Ill., April 25.—H. W. Clark, night superintendent of Davidson Bros.' marble works, was attacked by some unknown men near the plant by six unknown workingmen, while going home from work this morning. Clark was taken to the Alexian Brothers' hospital, where it is feared his recovery is doubtful. The man's face had been pounded to a jelly. Clark had been superintendent of a nonunion job at the marble works. — [784, 2173, 1006, 2291]
paragraph: Six years had passed—six years, fraught indeed with change. — [89, 1486, 313, 1509]
paragraph: Max Bayard tugged impatiently at his mustache as the girl, whom a moment before he had asked to be his wife, thus answered him. — [89, 524, 313, 571]
paragraph: Charley Softpate—"I wish I could find something to take up my mind." May Cutting—"Have you tried blotting paper?"—Ohio State Journal. — [319, 1219, 534, 1266]
article-divider — [1274, 1601, 1487, 1602]
paragraph: "'I quit last night,' I told him. Then he grinned a little and said that I might not be such a liar as he thought after all, but it was a fact that men had quit hiring cigarette kids and that this was doing more to stop the habit than all the anti-cigarette league in the city. Then he says, 'You're sure you quit last night, are you? Well, you come back again in a week and show me your mit.' — [542, 729, 775, 835]
paragraph: "Believe me, I would not have intruded myself upon you had I dreamed it was you who had inserted the advertisement. I had not even heard of your marriage." — [89, 2332, 313, 2379]
paragraph: Madison district—G. F. Kiekhofer, presiding elder; Aba Creek, E. C. Zimmermann; Boscobel, L. J. Wernich; Cotter, F. L. Elliott; Clayton, W. Pfefferkorn; Fennimore, W. J. Hoffmann; Jefferson, E. G. F. Zimmermann and H. Prochnow; Juda, W. Rolander; Madison, John Dietrich; Manomonie, F. A. Mundt; Monroe, H. H. Brockhaus; New Holstein, F. Richmond; Plain City, A. Blumer; Sauk Island, H. Schuemann; Sauk, F. W. Timbell; Sharon, C. F. Rakstel; Blackhawk, Theodore Schauer. — [1015, 1250, 1245, 1378]
paragraph: "H'm," said the brother-in-law, "the boss in our shop won't allow a cigarette smoking either, but I didn't know things had gone as far as this. Why don't you quit?" — [542, 605, 775, 652]
paragraph: But one evening Mabel stole to the side of the lovely lady who had won all her loyal little heart. — [319, 496, 534, 532]
subhead-steamer-chair: An Abuse Which Prevails on Ocean Passenger Steamships. — [548, 905, 769, 930]
facts-and-fancies-body — [319, 1157, 534, 2240]
paragraph: "Oh, if it would come on and on and swallow me up!" she wailed in echo. "I love him—I love him! Max, you are right: the man I propose to marry does deserve the pity. But you, oh, my love, you might have spared me your hate! I did it for the best—I did it for the best!" — [89, 1385, 313, 1468]
paragraph: Her veil was down, and the room was half in shadow from the heavy curtains which draped the window; but, for all that, she started when a step crossed the hall and a gentleman, his hair slightly tinged with gray, entered. — [89, 2036, 313, 2107]
paragraph: "Sydney! you here?" he exclaimed. "Ah, Mrs. Clayton—pardon me; for the moment I forgot." — [89, 2246, 313, 2281]
paragraph: He had always known there was a bare chance of his inheritance, but the then-present possessor had been young and strong and vigorous, with a seemingly-equal lease of life with himself, until accident had done the work of disease, and fortune's wheel had come round to him. — [89, 1619, 313, 1702]
